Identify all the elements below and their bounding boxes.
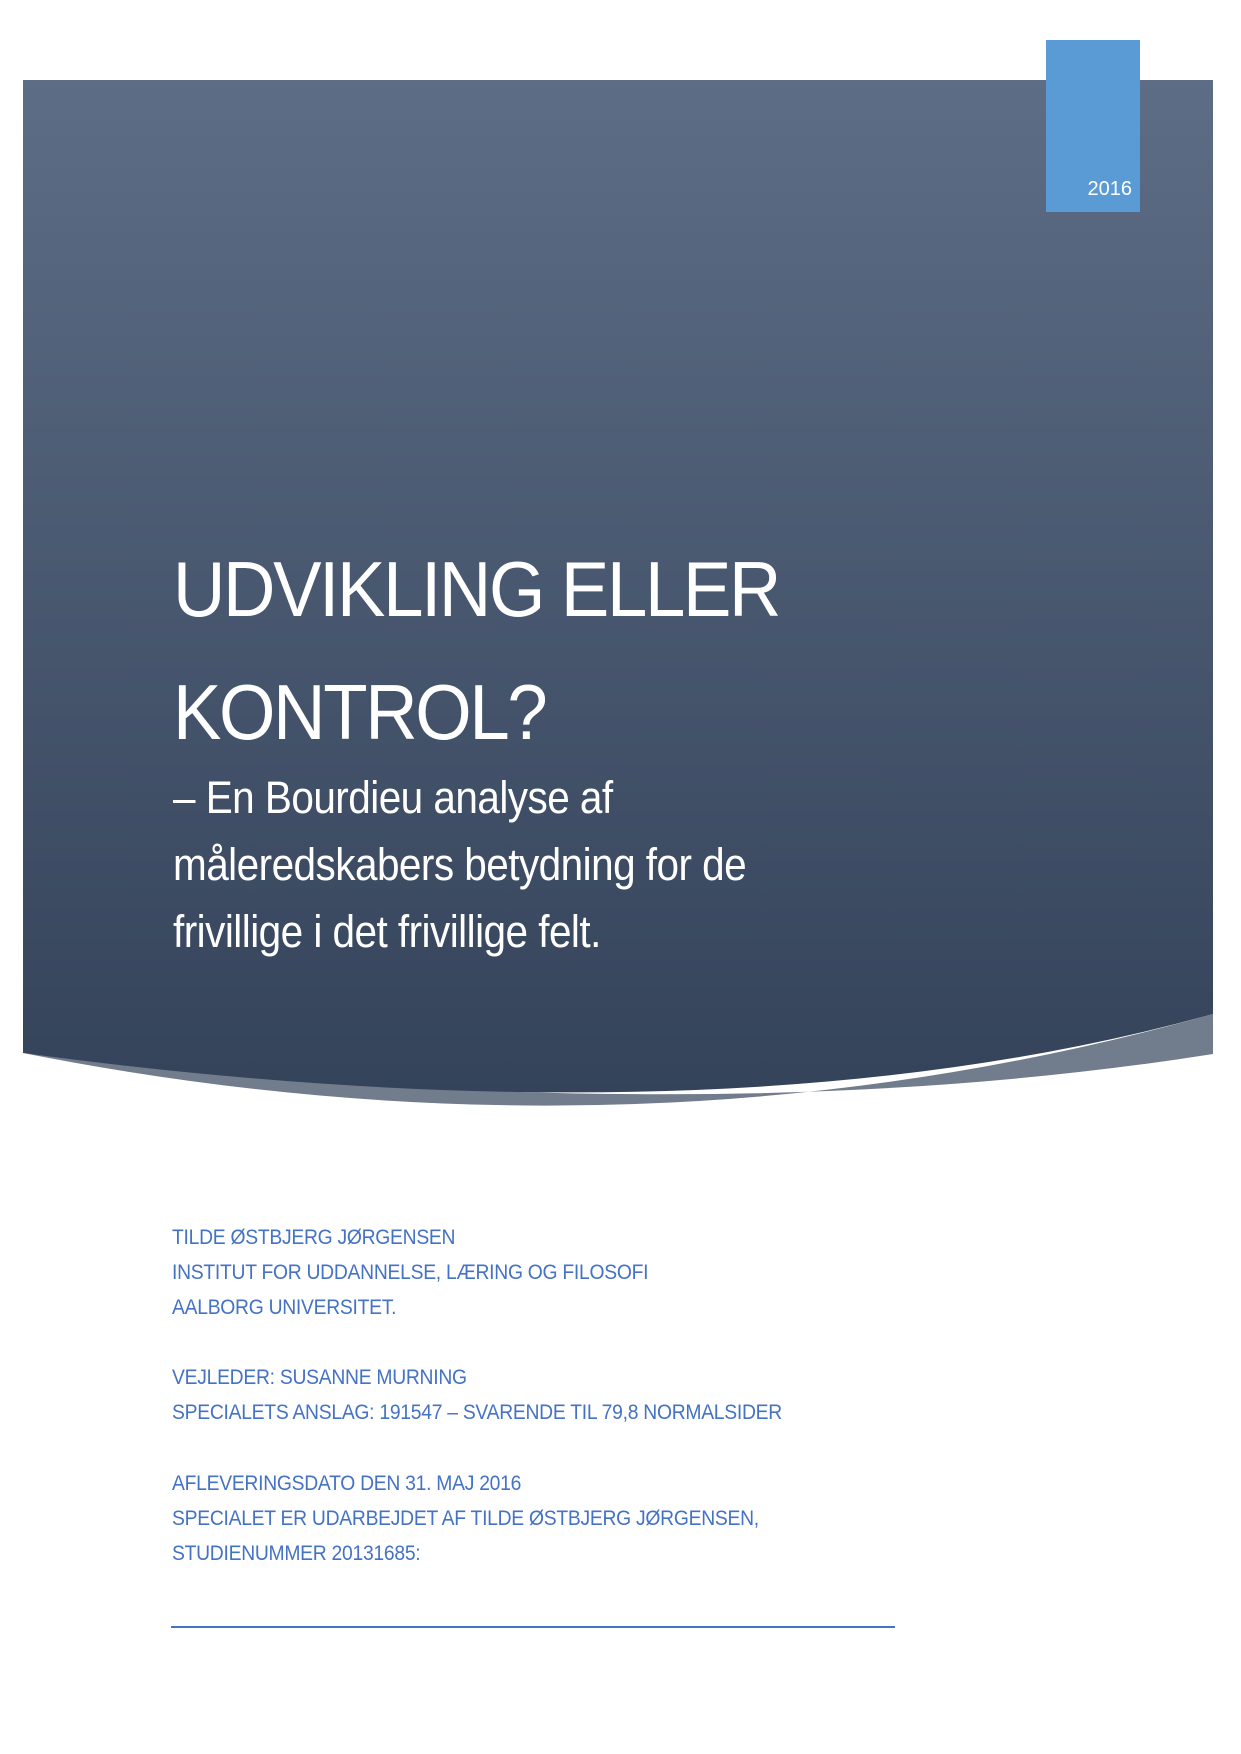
submission-date: AFLEVERINGSDATO DEN 31. MAJ 2016 (172, 1472, 522, 1495)
institute-name: INSTITUT FOR UDDANNELSE, LÆRING OG FILOSOFI (172, 1261, 649, 1284)
title-line-2: KONTROL? (173, 668, 546, 756)
subtitle-line-1: – En Bourdieu analyse af (173, 772, 613, 823)
year-tab (1046, 40, 1140, 212)
prepared-by: SPECIALET ER UDARBEJDET AF TILDE ØSTBJERG JØRGENSEN, (172, 1507, 759, 1530)
submission-block (172, 1466, 759, 1571)
subtitle-line-2: måleredskabers betydning for de (173, 839, 747, 890)
university-name: AALBORG UNIVERSITET. (172, 1296, 397, 1319)
year-label: 2016 (1087, 178, 1132, 200)
supervisor: VEJLEDER: SUSANNE MURNING (172, 1366, 467, 1389)
signature-line (171, 1626, 895, 1628)
title-line-1: UDVIKLING ELLER (173, 545, 780, 633)
document-title (173, 528, 779, 774)
character-count: SPECIALETS ANSLAG: 191547 – SVARENDE TIL 79,8 NORMALSIDER (172, 1401, 782, 1424)
author-block (172, 1220, 648, 1325)
author-name: TILDE ØSTBJERG JØRGENSEN (172, 1226, 456, 1249)
supervisor-block (172, 1360, 782, 1430)
document-subtitle (173, 764, 746, 965)
subtitle-line-3: frivillige i det frivillige felt. (173, 906, 601, 957)
student-number: STUDIENUMMER 20131685: (172, 1542, 421, 1565)
